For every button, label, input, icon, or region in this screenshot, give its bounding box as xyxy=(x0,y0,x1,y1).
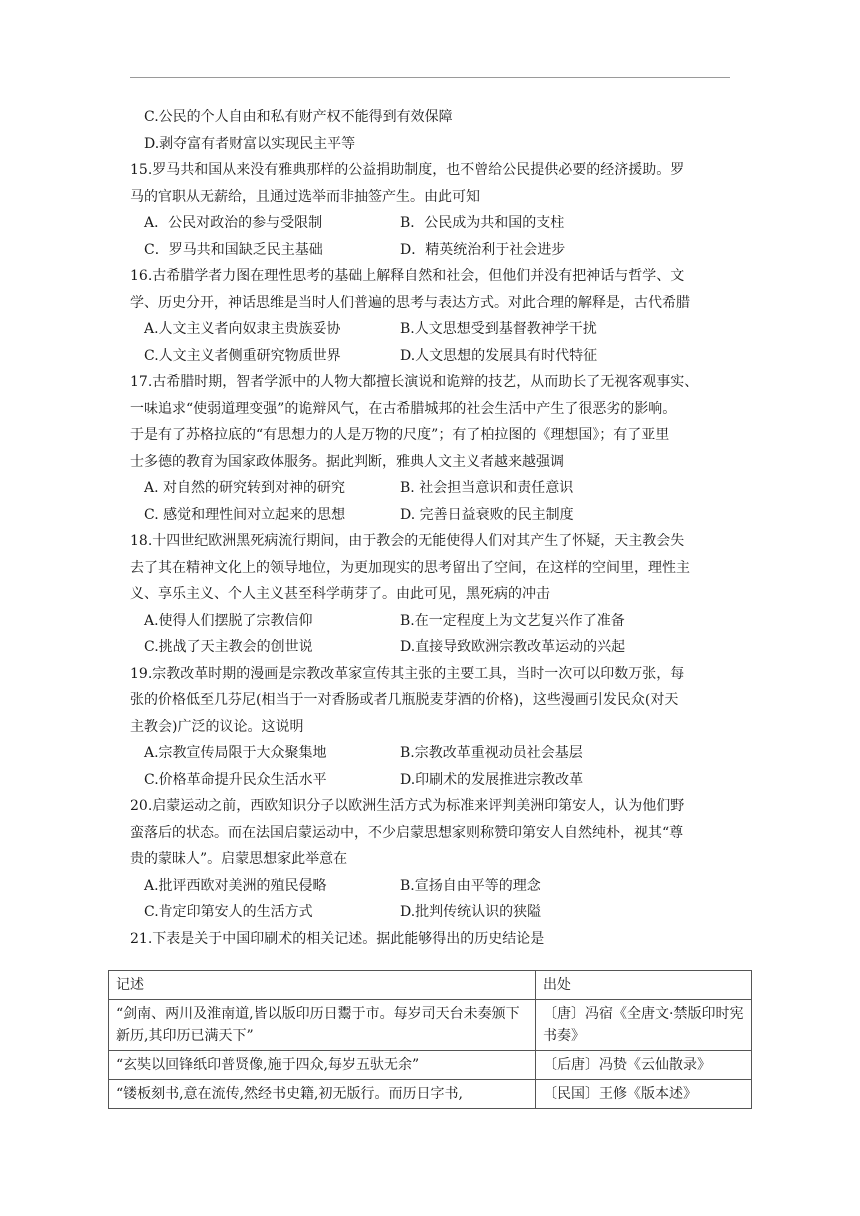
q17-stem: 士多德的教育为国家政体服务。据此判断，雅典人文主义者越来越强调 xyxy=(130,453,564,470)
q17-stem: 17.古希腊时期，智者学派中的人物大都擅长演说和诡辩的技艺，从而助长了无视客观事实、 xyxy=(130,374,699,390)
q14-option-c: C.公民的个人自由和私有财产权不能得到有效保障 xyxy=(144,109,453,125)
q19-stem: 19.宗教改革时期的漫画是宗教改革家宣传其主张的主要工具，当时一次可以印数万张，每 xyxy=(130,665,685,682)
q16-options-row xyxy=(130,343,738,370)
q17-option-a: A. 对自然的研究转到对神的研究 xyxy=(144,480,346,496)
q16-option-b: B.人文思想受到基督教神学干扰 xyxy=(400,321,597,337)
table-cell-source: 〔后唐〕冯贽《云仙散录》 xyxy=(536,1051,752,1080)
table-header-cell: 记述 xyxy=(109,971,536,1000)
q19-option-a: A.宗教宣传局限于大众聚集地 xyxy=(144,745,327,761)
table-header-row xyxy=(109,971,752,1000)
q18-option-a: A.使得人们摆脱了宗教信仰 xyxy=(144,612,313,629)
q19-stem: 张的价格低至几芬尼(相当于一对香肠或者几瓶脱麦芽酒的价格)，这些漫画引发民众(对天 xyxy=(130,692,679,708)
q20-stem: 贵的蒙昧人”。启蒙思想家此举意在 xyxy=(130,851,348,867)
q20-option-c: C.肯定印第安人的生活方式 xyxy=(144,904,313,920)
q15-option-a: A．公民对政治的参与受限制 xyxy=(144,215,323,231)
q19-options-row xyxy=(130,767,738,794)
q15-options-row xyxy=(130,237,738,264)
q18-option-c: C.挑战了天主教会的创世说 xyxy=(144,639,313,655)
q15-option-b: B．公民成为共和国的支柱 xyxy=(400,215,565,231)
q18-option-d: D.直接导致欧洲宗教改革运动的兴起 xyxy=(400,639,626,655)
q20-options-row xyxy=(130,873,738,900)
q16-option-a: A.人文主义者向奴隶主贵族妥协 xyxy=(144,321,341,337)
q17-stem: 于是有了苏格拉底的“有思想力的人是万物的尺度”；有了柏拉图的《理想国》；有了亚里 xyxy=(130,427,670,443)
q19-option-b: B.宗教改革重视动员社会基层 xyxy=(400,745,583,761)
table-cell-source: 〔民国〕王修《版本述》 xyxy=(536,1080,752,1109)
table-cell-record: “玄奘以回锋纸印普贤像,施于四众,每岁五驮无余” xyxy=(109,1051,536,1080)
q18-options-row xyxy=(130,634,738,661)
q20-stem: 蛮落后的状态。而在法国启蒙运动中，不少启蒙思想家则称赞印第安人自然纯朴，视其“尊 xyxy=(130,824,684,841)
table-row xyxy=(109,1080,752,1109)
q20-stem: 20.启蒙运动之前，西欧知识分子以欧洲生活方式为标准来评判美洲印第安人，认为他们野 xyxy=(130,798,685,814)
table-cell-source: 〔唐〕冯宿《全唐文·禁版印时宪书奏》 xyxy=(536,1000,752,1051)
q20-options-row xyxy=(130,899,738,926)
table-row xyxy=(109,1051,752,1080)
q19-option-c: C.价格革命提升民众生活水平 xyxy=(144,771,327,788)
table-row xyxy=(109,1000,752,1051)
table-cell-record: “镂板刻书,意在流传,然经书史籍,初无版行。而历日字书, xyxy=(109,1080,536,1109)
q17-stem: 一味追求“使弱道理变强”的诡辩风气，在古希腊城邦的社会生活中产生了很恶劣的影响。 xyxy=(130,400,677,417)
q19-stem: 主教会)广泛的议论。这说明 xyxy=(130,718,304,735)
header-rule xyxy=(130,77,730,78)
q15-option-d: D．精英统治利于社会进步 xyxy=(400,241,566,258)
q15-options-row xyxy=(130,210,738,237)
q18-stem: 去了其在精神文化上的领导地位，为更加现实的思考留出了空间，在这样的空间里，理性主 xyxy=(130,559,690,576)
q16-stem: 16.古希腊学者力图在理性思考的基础上解释自然和社会，但他们并没有把神话与哲学、文 xyxy=(130,268,685,284)
q16-option-d: D.人文思想的发展具有时代特征 xyxy=(400,347,598,364)
q21-stem: 21.下表是关于中国印刷术的相关记述。据此能够得出的历史结论是 xyxy=(130,930,545,947)
q16-options-row xyxy=(130,316,738,343)
q18-options-row xyxy=(130,608,738,635)
q20-option-d: D.批判传统认识的狭隘 xyxy=(400,904,542,920)
q17-option-c: C. 感觉和理性间对立起来的思想 xyxy=(144,506,346,523)
q15-option-c: C．罗马共和国缺乏民主基础 xyxy=(144,241,323,258)
q15-stem: 马的官职从无薪给，且通过选举而非抽签产生。由此可知 xyxy=(130,188,480,205)
q16-stem: 学、历史分开，神话思维是当时人们普遍的思考与表达方式。对此合理的解释是，古代希腊 xyxy=(130,294,690,311)
q20-option-a: A.批评西欧对美洲的殖民侵略 xyxy=(144,877,327,894)
q17-options-row xyxy=(130,502,738,529)
table-header-cell: 出处 xyxy=(536,971,752,1000)
q18-stem: 义、享乐主义、个人主义甚至科学萌芽了。由此可见，黑死病的冲击 xyxy=(130,586,550,602)
q19-options-row xyxy=(130,740,738,767)
q19-option-d: D.印刷术的发展推进宗教改革 xyxy=(400,771,584,788)
q20-option-b: B.宣扬自由平等的理念 xyxy=(400,877,541,894)
question-content xyxy=(130,104,738,952)
q17-options-row xyxy=(130,475,738,502)
q18-stem: 18.十四世纪欧洲黑死病流行期间，由于教会的无能使得人们对其产生了怀疑，天主教会失 xyxy=(130,533,685,549)
q17-option-d: D. 完善日益衰败的民主制度 xyxy=(400,506,574,523)
printing-records-table xyxy=(108,970,752,1109)
q18-option-b: B.在一定程度上为文艺复兴作了准备 xyxy=(400,612,625,629)
q16-option-c: C.人文主义者侧重研究物质世界 xyxy=(144,347,341,364)
q17-option-b: B. 社会担当意识和责任意识 xyxy=(400,480,574,496)
q15-stem: 15.罗马共和国从来没有雅典那样的公益捐助制度，也不曾给公民提供必要的经济援助。罗 xyxy=(130,162,685,178)
q14-option-d: D.剥夺富有者财富以实现民主平等 xyxy=(144,135,356,152)
table-cell-record: “剑南、两川及淮南道,皆以版印历日鬻于市。每岁司天台未奏颁下新历,其印历已满天下” xyxy=(109,1000,536,1051)
